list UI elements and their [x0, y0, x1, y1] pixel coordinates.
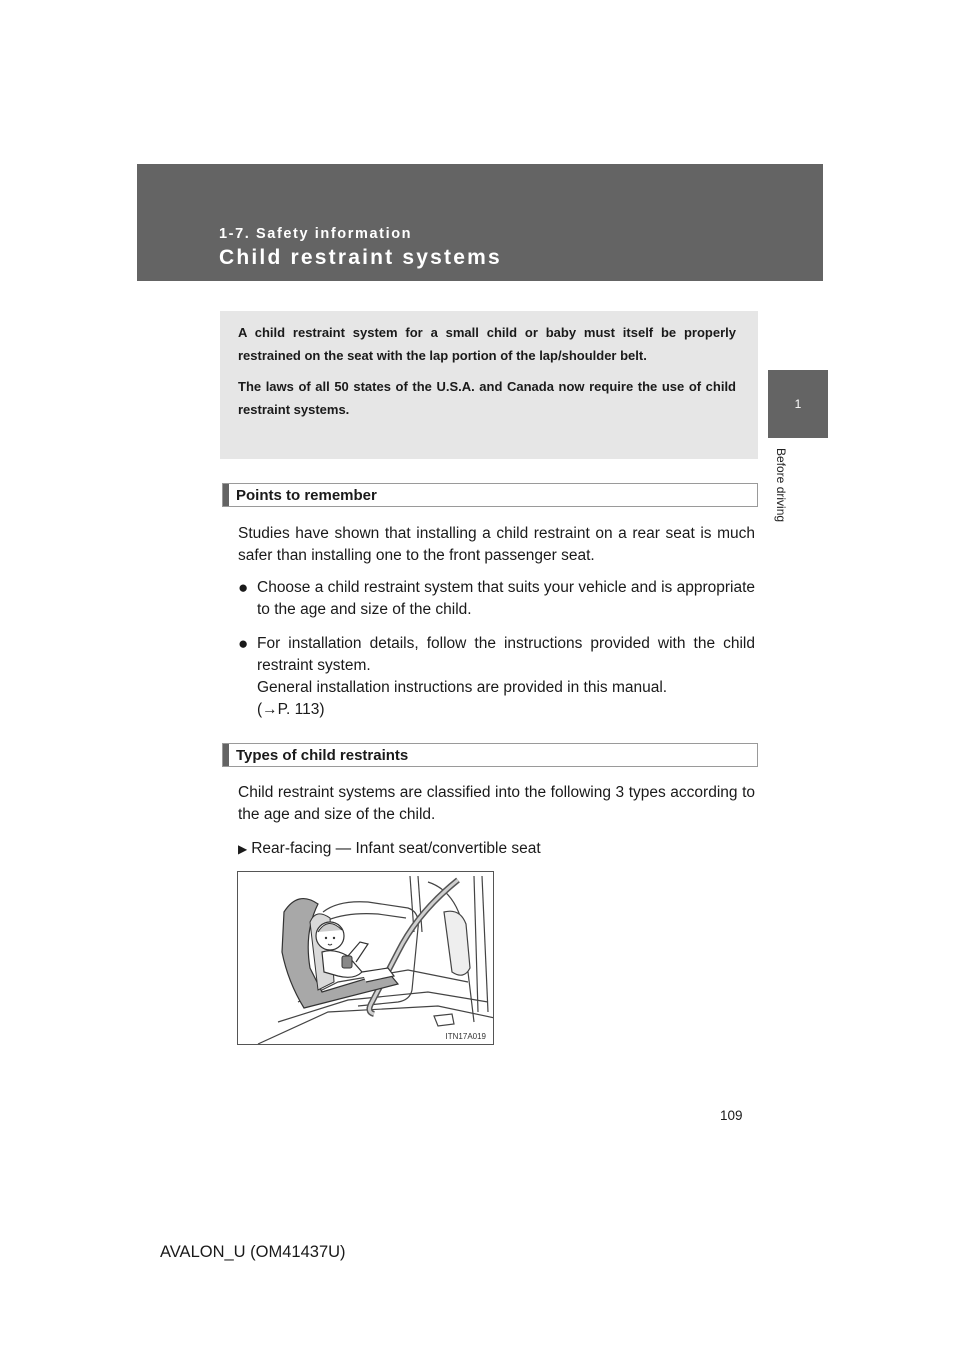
bullet-item	[238, 633, 755, 721]
restraint-type-label: Rear-facing — Infant seat/convertible seat	[251, 840, 541, 857]
subheading-text: Types of child restraints	[236, 747, 409, 764]
page-number: 109	[720, 1108, 743, 1123]
infant-seat-illustration	[237, 871, 494, 1045]
bullet-text: For installation details, follow the instructions provided with the child restraint system.	[257, 635, 755, 674]
subheading-types	[222, 743, 758, 767]
intro-paragraph: The laws of all 50 states of the U.S.A. and Canada now require the use of child restraint systems.	[238, 379, 736, 417]
page-title: Child restraint systems	[219, 246, 502, 269]
subheading-bar	[223, 484, 229, 506]
bullet-item	[238, 577, 755, 621]
intro-box	[220, 311, 758, 459]
chapter-label: Before driving	[774, 448, 788, 523]
subheading-text: Points to remember	[236, 487, 377, 504]
body-paragraph: Child restraint systems are classified into the following 3 types according to the age and size of the child.	[238, 784, 755, 823]
bullet-icon: ●	[238, 578, 249, 597]
chapter-header	[137, 164, 823, 281]
chapter-tab[interactable]: 1	[768, 370, 828, 438]
figure-code: ITN17A019	[445, 1032, 486, 1041]
document-footer: AVALON_U (OM41437U)	[160, 1243, 346, 1261]
section-label: 1-7. Safety information	[219, 226, 413, 242]
subheading-points	[222, 483, 758, 507]
page-reference-link[interactable]: (→P. 113)	[257, 701, 325, 718]
intro-paragraph: A child restraint system for a small child or baby must itself be properly restrained on the seat with the lap portion of the lap/shoulder belt.	[238, 325, 736, 363]
bullet-text-continued: General installation instructions are provided in this manual.	[257, 679, 668, 696]
subheading-bar	[223, 744, 229, 766]
infant-seat-drawing	[238, 872, 494, 1045]
bullet-text: Choose a child restraint system that suits your vehicle and is appropriate to the age and size of the child.	[257, 579, 755, 618]
bullet-icon: ●	[238, 634, 249, 653]
body-paragraph: Studies have shown that installing a child restraint on a rear seat is much safer than installing one to the front passenger seat.	[238, 525, 755, 564]
arrow-right-icon: ▶	[238, 842, 248, 856]
restraint-type-item	[238, 838, 541, 860]
